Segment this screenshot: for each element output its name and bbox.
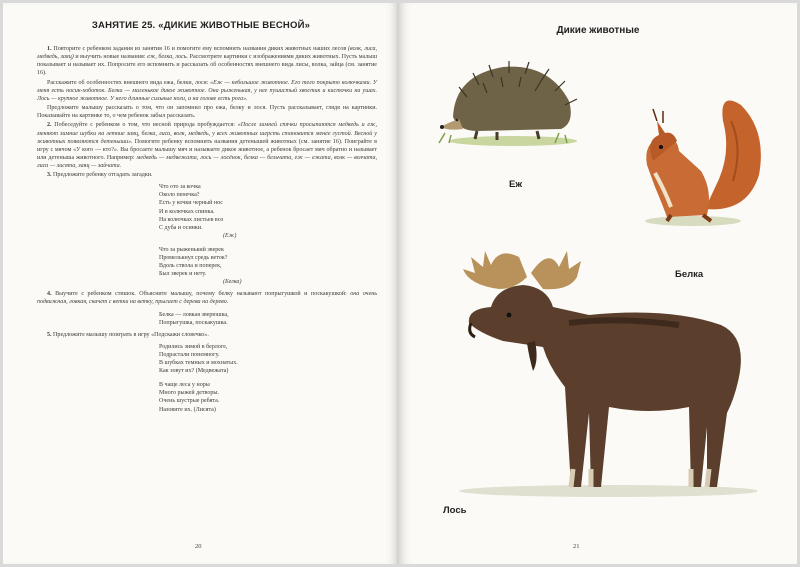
left-page [3, 3, 399, 564]
paragraph-3: Предложите малышу рассказать о том, что он запомнил про ежа, белку и лося. Пусть рассказывает, глядя на картинки. Показывайте на картинке то, о чем ребенок забыл рассказать. [37, 105, 377, 120]
hedgehog-illustration [437, 57, 587, 149]
label-squirrel: Белка [675, 269, 704, 280]
word-game-riddles: Родились зимой в берлоге, Подрастали понемногу. В шубках темных и мохнатых. Как зовут их? (Медвежата) В чаще леса у норы Много рыжей детворы. Очень шустрые ребята. Назовите их. (Лисята) [159, 343, 238, 413]
book-spread [3, 3, 797, 564]
riddle-answer: (Белка) [223, 279, 242, 286]
page-number: 21 [573, 543, 580, 550]
paragraph-4: 2. Побеседуйте с ребенком о том, что весной природа пробуждается: «После зимней спячки просыпаются медведь и еж, меняют зимние шубки на летние заяц, белка, лиса, волк, медведь, у всех животных шерсть становится менее густой. Весной у животных появляются детеныши». Помогите ребенку вспомнить названия детенышей животных (см. занятие 16). Поиграйте в игру с мячом «У кого — кто?». Вы бросаете малышу мяч и называете дикое животное, а ребенок бросает мяч обратно и называет или детеныша животного. Например: медведь — медвежата, лось — лосёнок, белка — бельчата, еж — ежата, волк — волчата, лиса — лисята, заяц — зайчата. [37, 122, 377, 169]
label-moose: Лось [443, 505, 467, 516]
squirrel-illustration [627, 91, 767, 231]
lesson-text [37, 45, 377, 418]
paragraph-7: 5. Предложите малышу поиграть в игру «Подскажи словечко». [47, 331, 209, 338]
paragraph-2: Расскажите об особенностях внешнего вида ежа, белки, лося: «Еж — небольшое животное. Его тело покрыто колючками. У меня есть носик-хоботок. Белка — маленькое дикое животное. Она рыженькая, у нее пушистый хвостик и кисточки на ушах. Лось — крупное животное. У него длинные сильные ноги, а на голове есть рога». [37, 79, 377, 102]
paragraph-6: 4. Выучите с ребенком стишок. Объясните малышу, почему белку называют попрыгушкой и поскакушкой: она очень подвижная, ловкая, скачет с ветки на ветку, прыгает с дерева на дерево. [37, 291, 378, 306]
paragraph-1: 1. Повторите с ребенком задания из занятия 16 и помогите ему вспомнить названия диких животных наших лесов (волк, лиса, медведь, заяц) и выучить новые названия: еж, белка, лось. Рассмотрите картинки с изображениями диких животных. Пусть малыш показывает и называет их. Попросите его вспомнить и рассказать об особенностях внешнего вида лисы, волка, зайца (см. занятие 16). [37, 46, 377, 77]
right-page [399, 3, 797, 564]
page-number: 20 [195, 543, 202, 550]
paragraph-5: 3. Предложите ребенку отгадать загадки. [47, 172, 153, 179]
moose-illustration [439, 237, 757, 499]
illustration-title: Дикие животные [556, 25, 640, 36]
lesson-title: ЗАНЯТИЕ 25. «ДИКИЕ ЖИВОТНЫЕ ВЕСНОЙ» [91, 20, 311, 31]
label-hedgehog: Еж [509, 179, 523, 190]
squirrel-poem: Белка — ловкая зверюшка, Попрыгушка, поскакушка. [159, 311, 229, 326]
riddle-answer: (Еж) [223, 232, 237, 239]
riddle-hedgehog: Что ото за кочка Около пенечка? Есть у кочки черный нос И в колючках спинка. На колючках листьев воз С дуба и осинки. (Еж) Что за рыженький зверек Промелькнул средь веток? Вдоль ствола и поперек, Был зверек и нету. (Белка) [159, 183, 377, 286]
